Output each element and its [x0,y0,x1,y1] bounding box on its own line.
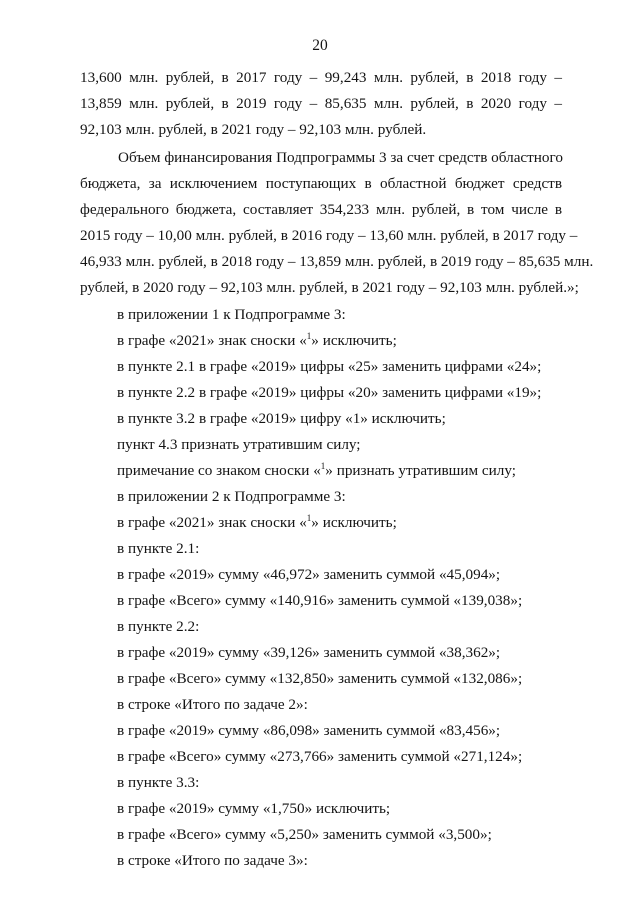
amendment-text: в графе «Всего» сумму «132,850» заменить суммой «132,086»; [117,670,523,687]
amendment-item [117,302,567,328]
amendment-list [117,302,567,874]
paragraph-line: бюджета, за исключением поступающих в областной бюджет средств [80,175,562,192]
footnote-mark: 1 [320,461,326,471]
amendment-item [117,380,567,406]
amendment-text: в пункте 2.1: [117,540,200,557]
amendment-item [117,614,567,640]
amendment-text: в приложении 2 к Подпрограмме 3: [117,488,346,505]
paragraph-line: 13,600 млн. рублей, в 2017 году – 99,243 млн. рублей, в 2018 году – [80,69,562,86]
amendment-text: в пункте 3.3: [117,774,200,791]
amendment-text: в приложении 1 к Подпрограмме 3: [117,306,346,323]
amendment-item [117,640,567,666]
amendment-item [117,406,567,432]
amendment-item [117,848,567,874]
amendment-text: в графе «2019» сумму «46,972» заменить суммой «45,094»; [117,566,501,583]
amendment-item [117,666,567,692]
amendment-text: примечание со знаком сноски « [117,462,321,479]
amendment-item [117,458,567,484]
amendment-item [117,796,567,822]
paragraph-line: 46,933 млн. рублей, в 2018 году – 13,859 млн. рублей, в 2019 году – 85,635 млн. [80,253,594,270]
paragraph-line: рублей, в 2020 году – 92,103 млн. рублей, в 2021 году – 92,103 млн. рублей.»; [80,279,579,296]
funding-paragraph-continuation [80,65,562,143]
paragraph-line: федерального бюджета, составляет 354,233 млн. рублей, в том числе в [80,201,562,218]
amendment-text: в строке «Итого по задаче 2»: [117,696,308,713]
regional-budget-paragraph [80,145,594,301]
amendment-text: в графе «Всего» сумму «5,250» заменить суммой «3,500»; [117,826,492,843]
amendment-text: в пункте 2.2 в графе «2019» цифры «20» заменить цифрами «19»; [117,384,542,401]
paragraph-line: 92,103 млн. рублей, в 2021 году – 92,103 млн. рублей. [80,121,427,138]
amendment-text: » исключить; [311,332,397,349]
page-number: 20 [312,37,328,54]
amendment-text: в пункте 2.2: [117,618,200,635]
amendment-text: в графе «2019» сумму «1,750» исключить; [117,800,391,817]
amendment-item [117,510,567,536]
footnote-mark: 1 [306,513,312,523]
amendment-text: в графе «2021» знак сноски « [117,332,307,349]
amendment-item [117,536,567,562]
amendment-item [117,718,567,744]
amendment-item [117,770,567,796]
amendment-text: в графе «2019» сумму «86,098» заменить суммой «83,456»; [117,722,501,739]
amendment-text: пункт 4.3 признать утратившим силу; [117,436,361,453]
amendment-text: в графе «2021» знак сноски « [117,514,307,531]
amendment-text: » признать утратившим силу; [325,462,516,479]
amendment-item [117,562,567,588]
amendment-item [117,432,567,458]
amendment-text: в графе «2019» сумму «39,126» заменить суммой «38,362»; [117,644,501,661]
amendment-text: в пункте 2.1 в графе «2019» цифры «25» заменить цифрами «24»; [117,358,542,375]
paragraph-line: Объем финансирования Подпрограммы 3 за счет средств областного [118,149,563,166]
amendment-item [117,692,567,718]
amendment-item [117,354,567,380]
amendment-item [117,822,567,848]
amendment-text: в строке «Итого по задаче 3»: [117,852,308,869]
amendment-text: в графе «Всего» сумму «140,916» заменить суммой «139,038»; [117,592,523,609]
amendment-item [117,588,567,614]
paragraph-line: 2015 году – 10,00 млн. рублей, в 2016 году – 13,60 млн. рублей, в 2017 году – [80,227,578,244]
amendment-text: » исключить; [311,514,397,531]
amendment-item [117,744,567,770]
footnote-mark: 1 [306,331,312,341]
amendment-text: в пункте 3.2 в графе «2019» цифру «1» исключить; [117,410,446,427]
amendment-item [117,484,567,510]
paragraph-line: 13,859 млн. рублей, в 2019 году – 85,635 млн. рублей, в 2020 году – [80,95,562,112]
amendment-text: в графе «Всего» сумму «273,766» заменить суммой «271,124»; [117,748,523,765]
amendment-item [117,328,567,354]
